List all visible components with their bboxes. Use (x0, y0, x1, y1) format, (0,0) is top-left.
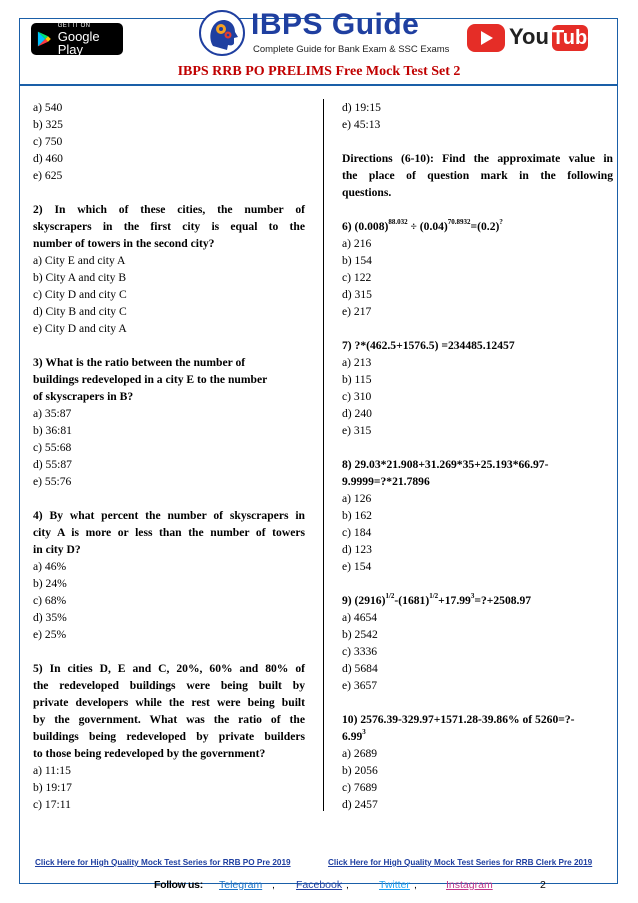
blank-line (342, 133, 613, 150)
question-line: by the government. What was the ratio of the (33, 713, 305, 726)
answer-option: a) 540 (33, 101, 63, 114)
exponent: 70.8932 (447, 218, 471, 226)
blank-line (342, 320, 613, 337)
exponent: 1/2 (429, 592, 439, 600)
question-line: 2) In which of these cities, the number of (33, 203, 305, 216)
expression-text: =(0.2) (470, 220, 500, 233)
question-line: private developers while the rest were being built (33, 696, 305, 709)
left-column (33, 99, 305, 813)
question-line: 10) 2576.39-329.97+1571.28-39.86% of 5260=?- (342, 713, 575, 726)
answer-option: e) 154 (342, 560, 372, 573)
exponent: 3 (362, 728, 366, 736)
answer-option: d) 2457 (342, 798, 378, 811)
question-line: 8) 29.03*21.908+31.269*35+25.193*66.97- (342, 458, 549, 471)
exponent: 1/2 (385, 592, 395, 600)
answer-option: c) 17:11 (33, 798, 71, 811)
telegram-link[interactable]: Telegram (219, 879, 263, 891)
question-line: to those being redeveloped by the government? (33, 747, 266, 760)
question-line: buildings redeveloped in a city E to the number (33, 373, 268, 386)
answer-option: b) 162 (342, 509, 372, 522)
answer-option: b) 154 (342, 254, 372, 267)
answer-option: e) 3657 (342, 679, 378, 692)
instagram-link[interactable]: Instagram (446, 879, 493, 891)
blank-line (33, 643, 305, 660)
page-title: IBPS RRB PO PRELIMS Free Mock Test Set 2 (177, 64, 461, 79)
question-line (342, 728, 613, 745)
question-line: skyscrapers in the first city is equal to the (33, 220, 305, 233)
head-gears-icon (199, 10, 245, 56)
answer-option: d) 123 (342, 543, 372, 556)
answer-option: c) 3336 (342, 645, 378, 658)
answer-option: b) 36:81 (33, 424, 72, 437)
rrb-po-mock-test-link[interactable]: Click Here for High Quality Mock Test Series for RRB PO Pre 2019 (35, 858, 291, 867)
answer-option: b) 24% (33, 577, 67, 590)
question-line: buildings being redeveloped by private builders (33, 730, 305, 743)
separator: , (346, 879, 349, 891)
answer-option: b) 115 (342, 373, 372, 386)
separator: , (414, 879, 417, 891)
question-line: city A is more or less than the number of towers (33, 526, 305, 539)
answer-option: c) 55:68 (33, 441, 72, 454)
logo-name: IBPS Guide (251, 8, 420, 41)
youtube-tube-text: Tube (552, 27, 599, 49)
expression-text: 6) (0.008) (342, 220, 389, 233)
answer-option: e) 315 (342, 424, 372, 437)
answer-option: a) City E and city A (33, 254, 126, 267)
exponent: 3 (470, 592, 475, 600)
answer-option: b) 19:17 (33, 781, 72, 794)
right-column (342, 99, 613, 813)
logo-tagline: Complete Guide for Bank Exam & SSC Exams (253, 44, 450, 55)
answer-option: b) 2056 (342, 764, 378, 777)
expression-text: 6.99 (342, 730, 363, 743)
exponent: 88.032 (388, 218, 408, 226)
blank-line (342, 439, 613, 456)
question-line: the redeveloped buildings were being built by (33, 679, 305, 692)
google-play-badge[interactable] (31, 23, 123, 55)
answer-option: c) 750 (33, 135, 63, 148)
answer-option: b) 2542 (342, 628, 378, 641)
answer-option: e) 45:13 (342, 118, 381, 131)
column-divider (323, 99, 324, 811)
answer-option: d) 5684 (342, 662, 378, 675)
expression-text: +17.99 (438, 594, 471, 607)
question-line: 3) What is the ratio between the number of (33, 356, 246, 369)
answer-option: c) 310 (342, 390, 372, 403)
answer-option: c) City D and city C (33, 288, 127, 301)
play-store-icon (37, 30, 52, 48)
question-line: Directions (6-10): Find the approximate value in (342, 152, 613, 165)
blank-line (342, 575, 613, 592)
expression-text: -(1681) (394, 594, 430, 607)
answer-option: c) 7689 (342, 781, 378, 794)
follow-us-label: Follow us: (154, 879, 203, 891)
answer-option: a) 11:15 (33, 764, 71, 777)
question-line: 9.9999=?*21.7896 (342, 475, 430, 488)
answer-option: e) 625 (33, 169, 63, 182)
expression-text: ÷ (0.04) (407, 220, 448, 233)
header-divider (20, 84, 618, 86)
question-line: number of towers in the second city? (33, 237, 215, 250)
google-play-line2: Google Play (57, 28, 100, 57)
question-line: 4) By what percent the number of skyscrapers in (33, 509, 305, 522)
blank-line (342, 201, 613, 218)
answer-option: d) 19:15 (342, 101, 381, 114)
answer-option: a) 46% (33, 560, 67, 573)
question-line: in city D? (33, 543, 81, 556)
answer-option: b) 325 (33, 118, 63, 131)
facebook-link[interactable]: Facebook (296, 879, 343, 891)
separator: , (272, 879, 275, 891)
question-line: 5) In cities D, E and C, 20%, 60% and 80% of (33, 662, 305, 675)
expression-text: 9) (2916) (342, 594, 386, 607)
answer-option: d) 240 (342, 407, 372, 420)
ibps-guide-logo[interactable] (199, 10, 449, 60)
answer-option: a) 213 (342, 356, 372, 369)
question-line: questions. (342, 186, 392, 199)
question-line (342, 592, 613, 609)
question-line: of skyscrapers in B? (33, 390, 134, 403)
answer-option: a) 216 (342, 237, 372, 250)
answer-option: b) City A and city B (33, 271, 127, 284)
expression-text: =?+2508.97 (474, 594, 532, 607)
blank-line (33, 337, 305, 354)
page-number: 2 (540, 879, 546, 891)
answer-option: d) City B and city C (33, 305, 127, 318)
answer-option: d) 315 (342, 288, 372, 301)
answer-option: a) 2689 (342, 747, 378, 760)
answer-option: a) 4654 (342, 611, 378, 624)
answer-option: a) 35:87 (33, 407, 72, 420)
question-line (342, 218, 613, 235)
rrb-clerk-mock-test-link[interactable]: Click Here for High Quality Mock Test Series for RRB Clerk Pre 2019 (328, 858, 593, 867)
answer-option: e) 25% (33, 628, 67, 641)
youtube-you-text: You (509, 24, 549, 49)
blank-line (33, 184, 305, 201)
answer-option: e) 217 (342, 305, 372, 318)
answer-option: a) 126 (342, 492, 372, 505)
blank-line (33, 490, 305, 507)
blank-line (342, 694, 613, 711)
question-line: 7) ?*(462.5+1576.5) =234485.12457 (342, 339, 515, 352)
youtube-play-icon (467, 24, 505, 52)
answer-option: d) 55:87 (33, 458, 72, 471)
answer-option: d) 460 (33, 152, 63, 165)
answer-option: e) 55:76 (33, 475, 72, 488)
exponent: ? (499, 218, 503, 226)
twitter-link[interactable]: Twitter (379, 879, 410, 891)
youtube-logo[interactable] (467, 22, 599, 56)
answer-option: c) 122 (342, 271, 372, 284)
answer-option: e) City D and city A (33, 322, 127, 335)
question-line: the place of question mark in the following (342, 169, 613, 182)
answer-option: c) 184 (342, 526, 372, 539)
answer-option: c) 68% (33, 594, 67, 607)
google-play-line1: GET IT ON (57, 22, 91, 29)
answer-option: d) 35% (33, 611, 67, 624)
